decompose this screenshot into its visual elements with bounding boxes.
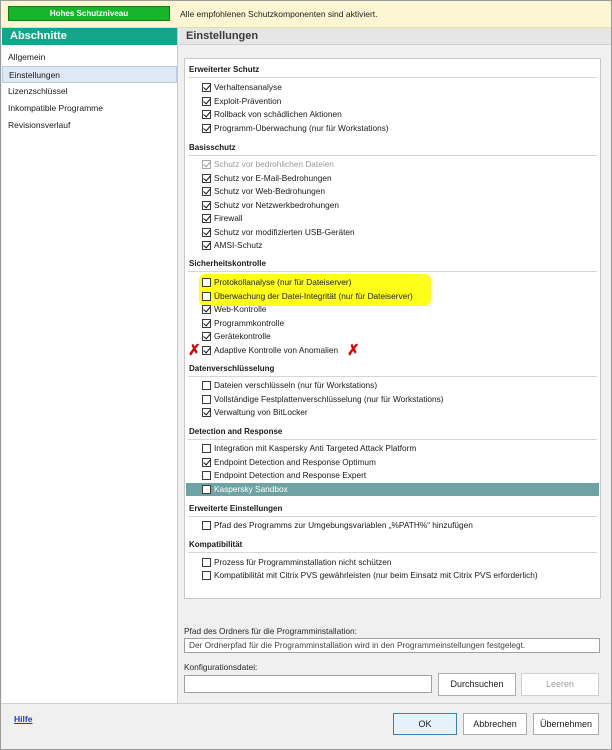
checkbox[interactable] (202, 214, 211, 223)
divider (188, 271, 597, 272)
config-file-label: Konfigurationsdatei: (184, 662, 258, 672)
setting-dateien-verschluesseln[interactable]: Dateien verschlüsseln (nur für Workstations) (202, 379, 377, 392)
section-title-kompatibilitaet: Kompatibilität (189, 540, 243, 549)
setting-installationsschutz[interactable]: Prozess für Programminstallation nicht schützen (202, 556, 392, 569)
page-title: Einstellungen (180, 28, 612, 45)
footer-divider (0, 703, 612, 704)
setting-adaptive-anomalie-kontrolle[interactable]: Adaptive Kontrolle von Anomalien (202, 344, 338, 357)
sections-panel (2, 28, 178, 703)
status-bar (0, 0, 612, 28)
nav-item-allgemein[interactable]: Allgemein (8, 52, 46, 62)
setting-firewall[interactable]: Firewall (202, 212, 243, 225)
apply-button[interactable]: Übernehmen (533, 713, 599, 735)
protection-level-badge: Hohes Schutzniveau (8, 6, 170, 21)
red-x-mark-icon: ✗ (347, 342, 360, 359)
checkbox[interactable] (202, 571, 211, 580)
setting-email-schutz[interactable]: Schutz vor E-Mail-Bedrohungen (202, 172, 332, 185)
sections-title: Abschnitte (2, 28, 177, 45)
checkbox[interactable] (202, 228, 211, 237)
section-title-datenverschluesselung: Datenverschlüsselung (189, 364, 275, 373)
setting-exploit-praevention[interactable]: Exploit-Prävention (202, 95, 281, 108)
checkbox[interactable] (202, 471, 211, 480)
setting-usb-schutz[interactable]: Schutz vor modifizierten USB-Geräten (202, 226, 355, 239)
section-title-sicherheitskontrolle: Sicherheitskontrolle (189, 259, 266, 268)
checkbox[interactable] (202, 332, 211, 341)
checkbox[interactable] (202, 319, 211, 328)
checkbox[interactable] (202, 83, 211, 92)
install-path-field: Der Ordnerpfad für die Programminstallation wird in den Programmeinstellungen festgelegt. (184, 638, 600, 653)
setting-programmkontrolle[interactable]: Programmkontrolle (202, 317, 284, 330)
nav-item-inkompatible-programme[interactable]: Inkompatible Programme (8, 103, 103, 113)
setting-programm-ueberwachung[interactable]: Programm-Überwachung (nur für Workstations) (202, 122, 389, 135)
section-title-erweiterter-schutz: Erweiterter Schutz (189, 65, 260, 74)
setting-geraetekontrolle[interactable]: Gerätekontrolle (202, 330, 271, 343)
setting-protokollanalyse[interactable]: Protokollanalyse (nur für Dateiserver) (202, 276, 351, 289)
setting-bitlocker[interactable]: Verwaltung von BitLocker (202, 406, 308, 419)
install-path-label: Pfad des Ordners für die Programminstallation: (184, 626, 357, 636)
setting-web-kontrolle[interactable]: Web-Kontrolle (202, 303, 266, 316)
checkbox[interactable] (202, 381, 211, 390)
checkbox[interactable] (202, 124, 211, 133)
setting-kaspersky-sandbox[interactable]: Kaspersky Sandbox (202, 483, 288, 496)
checkbox[interactable] (202, 201, 211, 210)
config-file-input[interactable] (184, 675, 432, 693)
setting-web-schutz[interactable]: Schutz vor Web-Bedrohungen (202, 185, 325, 198)
setting-kata-integration[interactable]: Integration mit Kaspersky Anti Targeted Attack Platform (202, 442, 416, 455)
divider (188, 155, 597, 156)
setting-edr-expert[interactable]: Endpoint Detection and Response Expert (202, 469, 366, 482)
cancel-button[interactable]: Abbrechen (463, 713, 527, 735)
browse-button[interactable]: Durchsuchen (438, 673, 516, 696)
checkbox[interactable] (202, 292, 211, 301)
checkbox[interactable] (202, 241, 211, 250)
checkbox[interactable] (202, 278, 211, 287)
clear-button: Leeren (521, 673, 599, 696)
setting-netzwerk-schutz[interactable]: Schutz vor Netzwerkbedrohungen (202, 199, 339, 212)
section-title-basisschutz: Basisschutz (189, 143, 236, 152)
red-x-mark-icon: ✗ (188, 342, 201, 359)
section-title-detection-response: Detection and Response (189, 427, 283, 436)
setting-verhaltensanalyse[interactable]: Verhaltensanalyse (202, 81, 282, 94)
checkbox[interactable] (202, 395, 211, 404)
setting-datei-integritaet[interactable]: Überwachung der Datei-Integrität (nur für Dateiserver) (202, 290, 413, 303)
checkbox[interactable] (202, 408, 211, 417)
nav-item-lizenzschluessel[interactable]: Lizenzschlüssel (8, 86, 68, 96)
divider (188, 439, 597, 440)
setting-rollback[interactable]: Rollback von schädlichen Aktionen (202, 108, 342, 121)
divider (188, 376, 597, 377)
settings-list (184, 58, 601, 599)
nav-item-einstellungen[interactable]: Einstellungen (2, 66, 177, 83)
checkbox[interactable] (202, 305, 211, 314)
checkbox[interactable] (202, 174, 211, 183)
help-link[interactable]: Hilfe (14, 714, 33, 724)
checkbox[interactable] (202, 97, 211, 106)
checkbox[interactable] (202, 521, 211, 530)
checkbox[interactable] (202, 458, 211, 467)
setting-festplattenverschluesselung[interactable]: Vollständige Festplattenverschlüsselung (nur für Workstations) (202, 393, 444, 406)
checkbox[interactable] (202, 485, 211, 494)
checkbox (202, 160, 211, 169)
ok-button[interactable]: OK (393, 713, 457, 735)
divider (188, 77, 597, 78)
setting-datei-schutz: Schutz vor bedrohlichen Dateien (202, 158, 334, 171)
checkbox[interactable] (202, 187, 211, 196)
section-title-erweiterte-einstellungen: Erweiterte Einstellungen (189, 504, 283, 513)
status-message: Alle empfohlenen Schutzkomponenten sind aktiviert. (180, 9, 378, 19)
divider (188, 552, 597, 553)
setting-path-variable[interactable]: Pfad des Programms zur Umgebungsvariablen „%PATH%“ hinzufügen (202, 519, 473, 532)
checkbox[interactable] (202, 110, 211, 119)
setting-citrix-pvs[interactable]: Kompatibilität mit Citrix PVS gewährleisten (nur beim Einsatz mit Citrix PVS erforderlich) (202, 569, 538, 582)
checkbox[interactable] (202, 346, 211, 355)
setting-edr-optimum[interactable]: Endpoint Detection and Response Optimum (202, 456, 376, 469)
nav-item-revisionsverlauf[interactable]: Revisionsverlauf (8, 120, 71, 130)
checkbox[interactable] (202, 444, 211, 453)
checkbox[interactable] (202, 558, 211, 567)
divider (188, 516, 597, 517)
setting-amsi-schutz[interactable]: AMSI-Schutz (202, 239, 262, 252)
